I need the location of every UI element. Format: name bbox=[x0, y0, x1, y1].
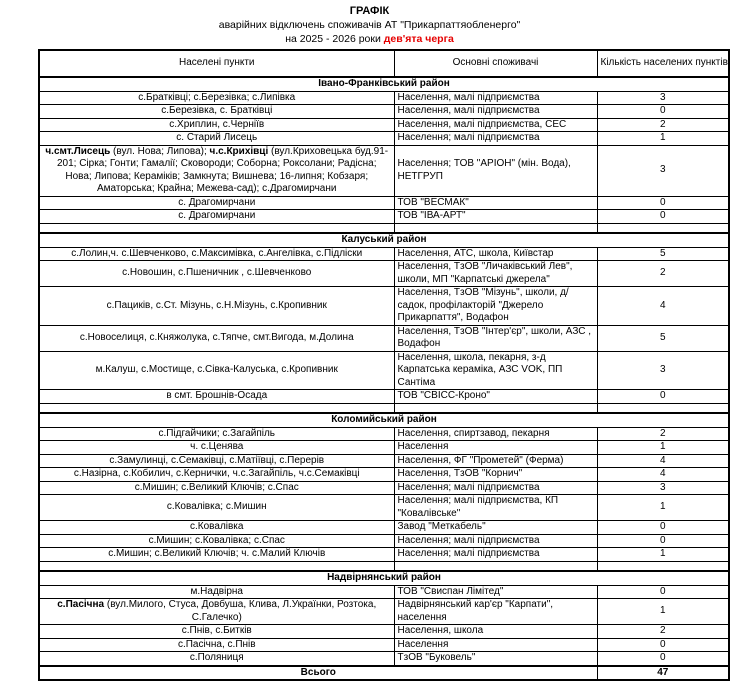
count-cell: 4 bbox=[597, 454, 729, 468]
table-row bbox=[39, 441, 729, 455]
consumers-cell: Населення, ТзОВ "Личаківський Лев", школи, МП "Карпатські джерела" bbox=[394, 261, 597, 287]
spacer-cell bbox=[597, 403, 729, 413]
consumers-cell: Населення, малі підприємства bbox=[394, 91, 597, 105]
consumers-cell: ТОВ "ІВА-АРТ" bbox=[394, 210, 597, 224]
consumers-cell: Населення bbox=[394, 638, 597, 652]
table-row bbox=[39, 287, 729, 326]
count-cell: 0 bbox=[597, 105, 729, 119]
table-row bbox=[39, 521, 729, 535]
consumers-cell: Населення, ТзОВ "Корнич" bbox=[394, 468, 597, 482]
section-title: Надвірнянський район bbox=[39, 571, 729, 585]
section-title: Івано-Франківський район bbox=[39, 77, 729, 91]
count-cell: 0 bbox=[597, 638, 729, 652]
table-row bbox=[39, 390, 729, 404]
spacer-cell bbox=[39, 223, 394, 233]
table-row bbox=[39, 427, 729, 441]
consumers-cell: Населення, спиртзавод, пекарня bbox=[394, 427, 597, 441]
count-cell: 0 bbox=[597, 210, 729, 224]
column-header-count: Кількість населених пунктів bbox=[597, 50, 729, 77]
consumers-cell: Населення; малі підприємства bbox=[394, 548, 597, 562]
consumers-cell: ТОВ "СВІСС-Кроно" bbox=[394, 390, 597, 404]
section-title: Калуський район bbox=[39, 233, 729, 247]
table-row bbox=[39, 625, 729, 639]
header-row bbox=[39, 50, 729, 77]
queue-label: дев'ята черга bbox=[383, 33, 454, 45]
total-value: 47 bbox=[597, 666, 729, 681]
table-body bbox=[39, 77, 729, 666]
settlements-cell: с.Ковалівка bbox=[39, 521, 394, 535]
outage-schedule-table bbox=[38, 49, 730, 681]
table-row bbox=[39, 548, 729, 562]
column-header-consumers: Основні споживачі bbox=[394, 50, 597, 77]
count-cell: 1 bbox=[597, 599, 729, 625]
settlements-cell: с.Підгайчики; с.Загайпіль bbox=[39, 427, 394, 441]
settlements-cell: с.Хриплин, с.Черніїв bbox=[39, 118, 394, 132]
table-row bbox=[39, 325, 729, 351]
table-row bbox=[39, 351, 729, 390]
table-row bbox=[39, 638, 729, 652]
spacer-cell bbox=[39, 561, 394, 571]
table-row bbox=[39, 105, 729, 119]
document-period-line bbox=[0, 32, 739, 46]
settlements-cell: м.Надвірна bbox=[39, 585, 394, 599]
consumers-cell: Населення; ТОВ "АРІОН" (мін. Вода), НЕТГРУП bbox=[394, 145, 597, 196]
period-text: на 2025 - 2026 роки bbox=[285, 33, 384, 45]
count-cell: 0 bbox=[597, 534, 729, 548]
consumers-cell: Надвірнянський кар'єр "Карпати", населення bbox=[394, 599, 597, 625]
settlements-cell: с.Ковалівка; с.Мишин bbox=[39, 495, 394, 521]
count-cell: 3 bbox=[597, 481, 729, 495]
table-row bbox=[39, 196, 729, 210]
settlements-cell: с. Драгомирчани bbox=[39, 210, 394, 224]
count-cell: 2 bbox=[597, 261, 729, 287]
settlements-cell: с.Назірна, с.Кобилич, с.Кернички, ч.с.Загайпіль, ч.с.Семаківці bbox=[39, 468, 394, 482]
settlements-cell: с.Мишин; с.Великий Ключів; ч. с.Малий Ключів bbox=[39, 548, 394, 562]
settlements-cell: с.Братківці; с.Березівка; с.Липівка bbox=[39, 91, 394, 105]
spacer-cell bbox=[394, 223, 597, 233]
column-header-settlements: Населені пункти bbox=[39, 50, 394, 77]
consumers-cell: Населення; малі підприємства bbox=[394, 534, 597, 548]
total-row bbox=[39, 666, 729, 681]
count-cell: 1 bbox=[597, 495, 729, 521]
document-subtitle: аварійних відключень споживачів АТ "Прикарпаттяобленерго" bbox=[218, 19, 521, 31]
table-row bbox=[39, 599, 729, 625]
spacer-cell bbox=[394, 403, 597, 413]
table-row bbox=[39, 145, 729, 196]
settlements-cell: с.Мишин; с.Ковалівка; с.Спас bbox=[39, 534, 394, 548]
settlements-cell: с.Пасічна (вул.Милого, Стуса, Довбуша, Клива, Л.Українки, Розтока, С.Галечко) bbox=[39, 599, 394, 625]
count-cell: 2 bbox=[597, 625, 729, 639]
settlements-cell: с.Пасічна, с.Пнів bbox=[39, 638, 394, 652]
settlements-cell: с.Пациків, с.Ст. Мізунь, с.Н.Мізунь, с.Кропивник bbox=[39, 287, 394, 326]
count-cell: 0 bbox=[597, 521, 729, 535]
spacer-cell bbox=[39, 403, 394, 413]
count-cell: 1 bbox=[597, 441, 729, 455]
table-row bbox=[39, 247, 729, 261]
consumers-cell: Завод "Меткабель" bbox=[394, 521, 597, 535]
spacer-row bbox=[39, 403, 729, 413]
settlements-cell: с. Старий Лисець bbox=[39, 132, 394, 146]
consumers-cell: Населення, ТзОВ "Мізунь", школи, д/садок, профілакторій "Джерело Прикарпаття", Водафон bbox=[394, 287, 597, 326]
spacer-cell bbox=[597, 561, 729, 571]
count-cell: 0 bbox=[597, 390, 729, 404]
consumers-cell: ТОВ "ВЕСМАК" bbox=[394, 196, 597, 210]
consumers-cell: Населення, малі підприємства bbox=[394, 105, 597, 119]
consumers-cell: Населення; малі підприємства bbox=[394, 481, 597, 495]
count-cell: 5 bbox=[597, 325, 729, 351]
settlements-cell: с.Мишин; с.Великий Ключів; с.Спас bbox=[39, 481, 394, 495]
settlements-cell: в смт. Брошнів-Осада bbox=[39, 390, 394, 404]
section-header-row bbox=[39, 77, 729, 91]
table-row bbox=[39, 652, 729, 666]
settlements-cell: с.Новоселиця, с.Княжолука, с.Тяпче, смт.Вигода, м.Долина bbox=[39, 325, 394, 351]
settlements-cell: с.Поляниця bbox=[39, 652, 394, 666]
spacer-row bbox=[39, 561, 729, 571]
settlements-cell: с.Березівка, с. Братківці bbox=[39, 105, 394, 119]
settlements-cell: с.Пнів, с.Битків bbox=[39, 625, 394, 639]
total-label: Всього bbox=[39, 666, 597, 681]
count-cell: 0 bbox=[597, 196, 729, 210]
table-row bbox=[39, 91, 729, 105]
count-cell: 0 bbox=[597, 652, 729, 666]
table-row bbox=[39, 585, 729, 599]
settlements-cell: ч. с.Ценява bbox=[39, 441, 394, 455]
table-row bbox=[39, 132, 729, 146]
spacer-row bbox=[39, 223, 729, 233]
count-cell: 4 bbox=[597, 468, 729, 482]
settlements-cell: с. Драгомирчани bbox=[39, 196, 394, 210]
consumers-cell: ТзОВ "Буковель" bbox=[394, 652, 597, 666]
consumers-cell: ТОВ "Свиспан Лімітед" bbox=[394, 585, 597, 599]
consumers-cell: Населення, школа, пекарня, з-д Карпатська кераміка, АЗС VOK, ПП Сантіма bbox=[394, 351, 597, 390]
count-cell: 5 bbox=[597, 247, 729, 261]
section-header-row bbox=[39, 413, 729, 427]
count-cell: 3 bbox=[597, 91, 729, 105]
count-cell: 3 bbox=[597, 145, 729, 196]
count-cell: 2 bbox=[597, 427, 729, 441]
settlements-cell: ч.смт.Лисець (вул. Нова; Липова); ч.с.Крихівці (вул.Криховецька буд.91-201; Сірка; Гонти; Гамалії; Сковороди; Соборна; Роксолани; Радісна; Нова; Липова; Кераміків; Замкнута; Вишнева; 16-липня; Кобзаря; Аматорська; Крайна; Межева-сад); с.Драгомирчани bbox=[39, 145, 394, 196]
spacer-cell bbox=[597, 223, 729, 233]
table-footer bbox=[39, 666, 729, 681]
section-header-row bbox=[39, 233, 729, 247]
consumers-cell: Населення, АТС, школа, Київстар bbox=[394, 247, 597, 261]
table-row bbox=[39, 495, 729, 521]
table-row bbox=[39, 210, 729, 224]
consumers-cell: Населення, школа bbox=[394, 625, 597, 639]
consumers-cell: Населення, ТзОВ "Інтер'єр", школи, АЗС , Водафон bbox=[394, 325, 597, 351]
settlements-cell: м.Калуш, с.Мостище, с.Сівка-Калуська, с.Кропивник bbox=[39, 351, 394, 390]
table-row bbox=[39, 118, 729, 132]
consumers-cell: Населення bbox=[394, 441, 597, 455]
table-row bbox=[39, 534, 729, 548]
table-header bbox=[39, 50, 729, 77]
section-title: Коломийський район bbox=[39, 413, 729, 427]
consumers-cell: Населення; малі підприємства bbox=[394, 132, 597, 146]
count-cell: 1 bbox=[597, 132, 729, 146]
section-header-row bbox=[39, 571, 729, 585]
table-row bbox=[39, 261, 729, 287]
count-cell: 1 bbox=[597, 548, 729, 562]
settlements-cell: с.Новошин, с.Пшеничник , с.Шевченково bbox=[39, 261, 394, 287]
table-row bbox=[39, 481, 729, 495]
table-row bbox=[39, 454, 729, 468]
count-cell: 4 bbox=[597, 287, 729, 326]
document-title-block bbox=[0, 0, 739, 46]
consumers-cell: Населення, ФГ "Прометей" (Ферма) bbox=[394, 454, 597, 468]
settlements-cell: с.Лолин,ч. с.Шевченково, с.Максимівка, с.Ангелівка, с.Підліски bbox=[39, 247, 394, 261]
count-cell: 3 bbox=[597, 351, 729, 390]
spacer-cell bbox=[394, 561, 597, 571]
count-cell: 0 bbox=[597, 585, 729, 599]
table-row bbox=[39, 468, 729, 482]
consumers-cell: Населення, малі підприємства, СЕС bbox=[394, 118, 597, 132]
count-cell: 2 bbox=[597, 118, 729, 132]
settlements-cell: с.Замулинці, с.Семаківці, с.Матіївці, с.Перерів bbox=[39, 454, 394, 468]
consumers-cell: Населення; малі підприємства, КП "Ковалівське" bbox=[394, 495, 597, 521]
document-title: ГРАФІК bbox=[349, 5, 390, 17]
